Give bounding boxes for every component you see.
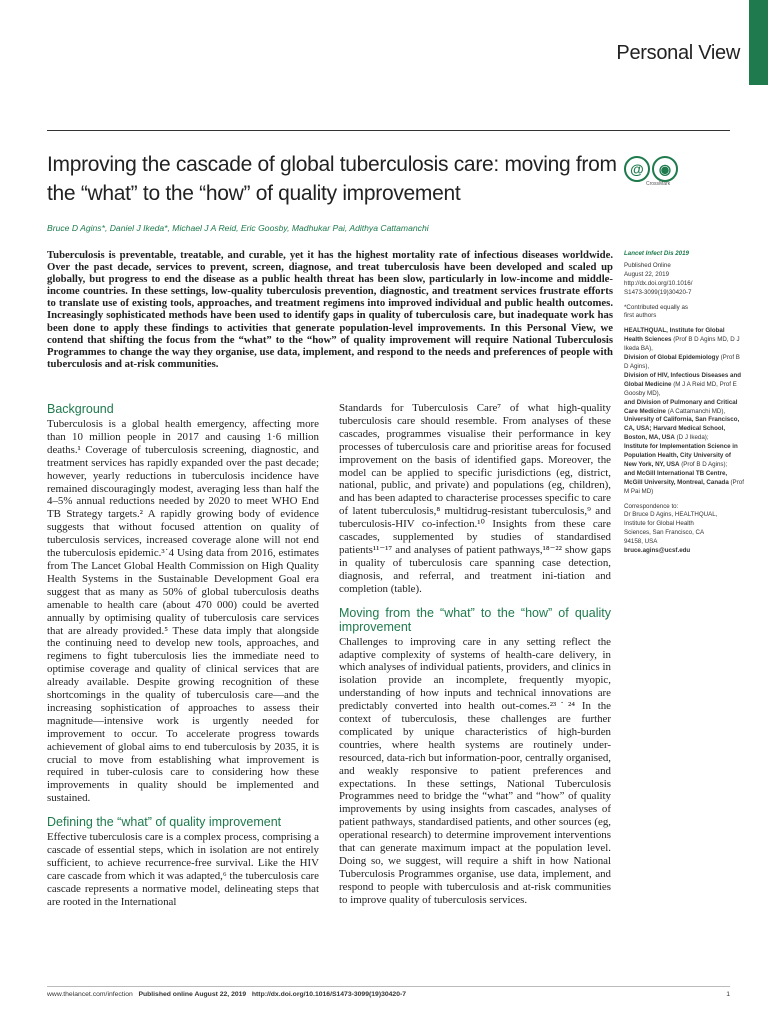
published-label: Published Online [624,261,671,269]
correspondence-line2: Institute for Global Health [624,520,694,528]
header-rule [47,130,730,131]
footer-published: Published online August 22, 2019 [138,991,247,998]
heading-moving-what-how: Moving from the “what” to the “how” of quality improvement [339,605,611,634]
paragraph-standards: Standards for Tuberculosis Care⁷ of what high-quality tuberculosis care should resemble. From analyses of these cascades, programmes visualise their performance in key processes of tuberculosis care and prioritise areas for focused improvement on the basis of identified gaps. Moreover, the model can be applied to specific jurisdictions (eg, district, national, public, and private) and populations (eg, children), and has been adapted to characterise processes specific to care of latent tuberculosis,⁸ multidrug-resistant tuberculosis,⁹ and tuberculosis-HIV co-infection.¹⁰ Insights from these care cascades, supplemented by studies of standardised patients¹¹⁻¹⁷ and analyses of patient pathways,¹⁸⁻²² show gaps in quality of tuberculosis care spanning case detection, diagnosis, and referral, and treatment ini-tiation and completion (table). [339,402,611,595]
correspondence-line4: 94158, USA [624,538,658,546]
correspondence-label: Correspondence to: [624,502,679,510]
heading-defining-what: Defining the “what” of quality improvement [47,815,282,830]
crossmark-icon[interactable]: ◉ [652,156,678,182]
doi-link-line1[interactable]: http://dx.doi.org/10.1016/ [624,279,693,287]
article-title: Improving the cascade of global tuberculosis care: moving from the “what” to the “how” of quality improvement [47,153,617,205]
column-1 [47,402,319,909]
journal-citation: Lancet Infect Dis 2019 [624,250,689,257]
affiliation-2: Division of Global Epidemiology (Prof B D Agins), [624,354,740,370]
affiliation-6: Institute for Implementation Science in Population Health, City University of New York, NY, USA (Prof B D Agins); [624,443,738,468]
correspondence-email[interactable]: bruce.agins@ucsf.edu [624,547,691,555]
author-list: Bruce D Agins*, Daniel J Ikeda*, Michael J A Reid, Eric Goosby, Madhukar Pai, Adithya Cattamanchi [47,223,429,233]
affiliation-7: and McGill International TB Centre, McGill University, Montreal, Canada (Prof M Pai MD) [624,469,744,495]
article-info-sidebar [624,250,744,556]
doi-link-line2[interactable]: S1473-3099(19)30420-7 [624,288,692,296]
page-number: 1 [726,991,730,998]
footer-rule [47,986,730,987]
footer-doi-link[interactable]: http://dx.doi.org/10.1016/S1473-3099(19)30420-7 [251,991,407,998]
paragraph-defining-what: Effective tuberculosis care is a complex process, comprising a cascade of essential steps, which in isolation are not entirely sufficient, to achieve recurrence-free survival. Like the HIV care cascade from which it was adapted,⁶ the tuberculosis care cascade represents a normative model, delineating steps that are rooted in the International [47,831,319,908]
paragraph-background: Tuberculosis is a global health emergency, affecting more than 10 million people in 2017 and causing 1·6 million deaths.¹ Coverage of tuberculosis screening, diagnostic, and treatment services has rapidly expanded over the past decade; however, yearly reductions in tuberculosis incidence have remained discouragingly modest, averaging less than half the 4–5% annual reductions needed by 2020 to meet WHO End TB Strategy targets.² A rapidly growing body of evidence suggests that without focused attention on quality of tuberculosis services, increased coverage alone will not end the tuberculosis epidemic.³˙4 Using data from 2016, estimates from The Lancet Global Health Commission on High Quality Health Systems in the Sustainable Development Goal era suggest that as many as 50% of global tuberculosis deaths amenable to health care (about 470 000) could be averted annually by optimising quality of tuberculosis care services that are already provided.⁵ These data imply that alongside the continuing need to develop new tools, approaches, and regimens to fight tuberculosis lies the immediate need to optimise coverage and quality of clinical services that are already available. Despite growing recognition of these shortcomings in the quality of tuberculosis care—and the increasing sophistication of approaches to assess their magnitude—intensive work is urgently needed for improvement to occur. To accelerate progress towards achievement of global aims to end tuberculosis by 2035, it is crucial to move from establishing what improvement is required in tuber-culosis care to considering how these improvements in quality should be implemented and sustained. [47,418,319,805]
open-access-icon[interactable]: @ [624,156,650,182]
abstract: Tuberculosis is preventable, treatable, and curable, yet it has the highest mortality rate of infectious diseases worldwide. Over the past decade, services to prevent, screen, diagnose, and treat tuberculosis have been developed and scaled up globally, but progress to end the disease as a public health threat has been slow, particularly in low-income and middle-income countries. In these settings, low-quality tuberculosis prevention, diagnostic, and treatment services frustrate efforts to translate use of existing tools, approaches, and treatment regimens into improved individual and public health outcomes. Increasingly sophisticated methods have been used to identify gaps in quality of tuberculosis care, but inadequate work has been done to apply these findings to activities that generate population-level improvements. In this Personal View, we contend that shifting the focus from the “what” to the “how” of quality improvement will require National Tuberculosis Programmes to change the way they organise, use data, implement, and respond to the needs and preferences of people with tuberculosis and at-risk communities. [47,249,613,370]
published-date: August 22, 2019 [624,270,670,278]
heading-background: Background [47,402,114,416]
section-label: Personal View [616,42,740,64]
affiliation-4: and Division of Pulmonary and Critical Care Medicine (A Cattamanchi MD), [624,398,738,415]
section-color-tab [749,0,768,85]
contribution-note-line2: first authors [624,312,657,320]
column-2 [339,402,611,907]
contribution-note-line1: *Contributed equally as [624,303,688,311]
affiliation-3: Division of HIV, Infectious Diseases and Global Medicine (M J A Reid MD, Prof E Goosby MD), [624,371,742,397]
crossmark-label: CrossMark [646,181,671,187]
footer-site-link[interactable]: www.thelancet.com/infection [47,991,133,998]
affiliation-1: HEALTHQUAL, Institute for Global Health Sciences (Prof B D Agins MD, D J Ikeda BA), [624,327,740,353]
affiliation-5: University of California, San Francisco, CA, USA; Harvard Medical School, Boston, MA, USA (D J Ikeda); [624,416,740,442]
page-footer [47,991,730,998]
correspondence-line1: Dr Bruce D Agins, HEALTHQUAL, [624,511,718,519]
paragraph-moving-what-how: Challenges to improving care in any setting reflect the adaptive complexity of systems of health-care delivery, in which analyses of individual patients, providers, and clinics in isolation provide an incomplete, frequently myopic, understanding of how inputs and technical innovations are predictably converted into health out-comes.²³˙²⁴ In the context of tuberculosis, these challenges are further complicated by unique characteristics of high-burden countries, where health systems are routinely under-resourced, data-rich but information-poor, centrally organised, and weakly responsive to patient preferences and expectations. In these settings, National Tuberculosis Programmes need to bridge the “what” and “how” of quality improvements by using insights from cascades, analyses of patient pathways, standardised patients, and other sources (eg, operational research) to determine improvement interventions that can generate maximum impact at the population level. Doing so, we suggest, will require a shift in how National Tuberculosis Programmes organise, use data, implement, and respond to people with tuberculosis and at-risk communities to improve quality of tuberculosis services. [339,635,611,906]
article-badges [624,156,684,192]
correspondence-line3: Sciences, San Francisco, CA [624,529,705,537]
